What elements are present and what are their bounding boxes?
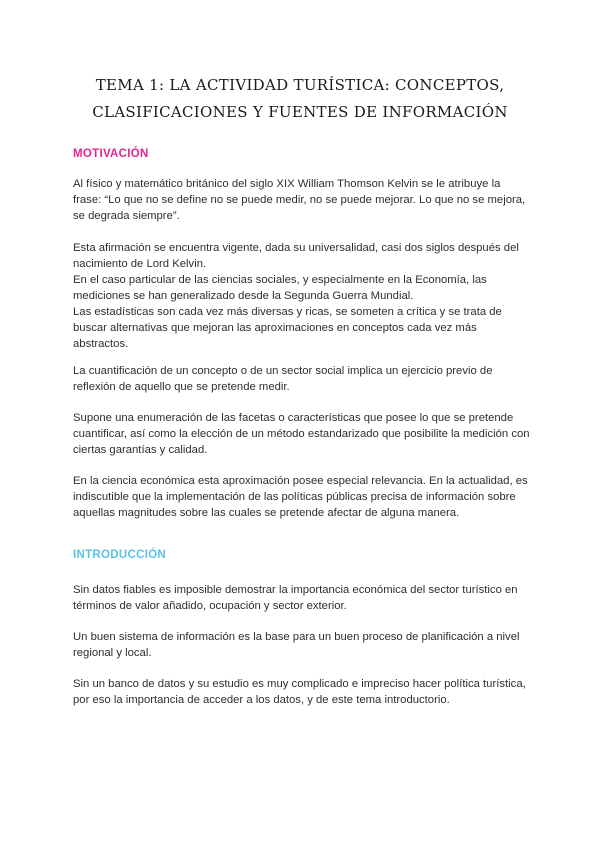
paragraph-ciencia-economica: En la ciencia económica esta aproximación posee especial relevancia. En la actualidad, es indiscutible que la implementación de las políticas públicas precisa de información sobre aquellas magnitudes sobre las cuales se pretende afectar de alguna manera. <box>73 475 528 519</box>
paragraph-sistema-informacion: Un buen sistema de información es la base para un buen proceso de planificación a nivel regional y local. <box>73 631 520 659</box>
paragraph-cuantificacion: La cuantificación de un concepto o de un sector social implica un ejercicio previo de reflexión de aquello que se pretende medir. <box>73 365 493 393</box>
paragraph-vigencia: Esta afirmación se encuentra vigente, dada su universalidad, casi dos siglos después del nacimiento de Lord Kelvin. En el caso particular de las ciencias sociales, y especialmente en la Economía, las mediciones se han generalizado desde la Segunda Guerra Mundial. Las estadísticas son cada vez más diversas y ricas, se someten a crítica y se trata de buscar alternativas que mejoran las aproximaciones en conceptos cada vez más abstractos. <box>73 242 519 350</box>
paragraph-enumeracion: Supone una enumeración de las facetas o características que posee lo que se pretende cuantificar, así como la elección de un método estandarizado que posibilite la medición con ciertas garantías y calidad. <box>73 412 530 456</box>
paragraph-kelvin-quote: Al físico y matemático británico del siglo XIX William Thomson Kelvin se le atribuye la frase: “Lo que no se define no se puede medir, no se puede mejorar. Lo que no se mejora, se degrada siempre”. <box>73 178 526 222</box>
page-title: TEMA 1: LA ACTIVIDAD TURÍSTICA: CONCEPTOS, CLASIFICACIONES Y FUENTES DE INFORMACIÓN <box>92 76 508 121</box>
section-heading-introduccion: INTRODUCCIÓN <box>73 549 167 561</box>
paragraph-datos-fiables: Sin datos fiables es imposible demostrar la importancia económica del sector turístico en términos de valor añadido, ocupación y sector exterior. <box>73 584 518 612</box>
paragraph-banco-datos: Sin un banco de datos y su estudio es muy complicado e impreciso hacer política turística, por eso la importancia de acceder a los datos, y de este tema introductorio. <box>73 678 526 706</box>
section-heading-motivacion: MOTIVACIÓN <box>73 148 149 160</box>
